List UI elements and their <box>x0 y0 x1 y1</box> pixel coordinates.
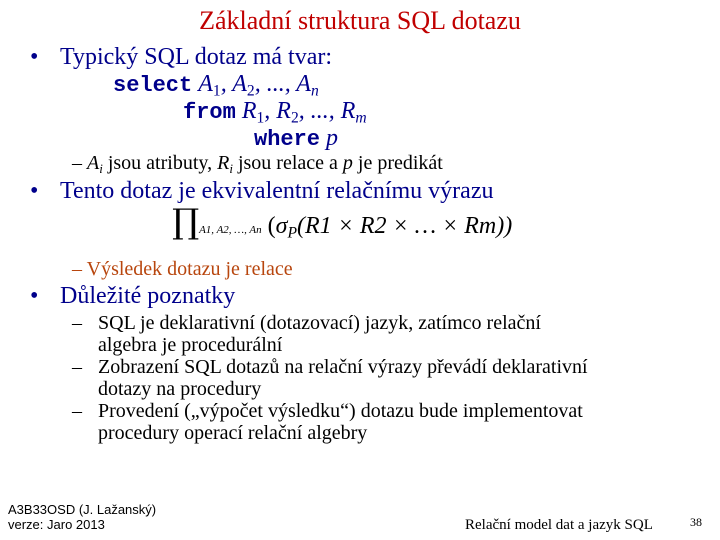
bullet-2-subpoint: – Výsledek dotazu je relace <box>72 258 293 280</box>
footer-left <box>8 502 156 532</box>
select-attr-list: $A_1$, $A_2$, ..., $A_n$ <box>198 71 319 100</box>
relational-formula: ∏A1, A2, …, An ($\sigma_P(R1 \times R2$ × … × Rm)) <box>172 202 513 242</box>
cartesian-product: (R1 × R2 × … × Rm)) <box>296 213 513 239</box>
page-number: 38 <box>690 515 702 529</box>
note-item: – Zobrazení SQL dotazů na relační výrazy převádí deklarativní <box>72 356 588 378</box>
sql-from-line <box>183 98 367 128</box>
from-relation-list: $R_1$, $R_2$, ..., $R_m$ <box>241 98 367 127</box>
bullet-2-text: Tento dotaz je ekvivalentní relačnímu výrazu <box>60 178 494 204</box>
bullet-dot: • <box>30 44 39 70</box>
bullet-1 <box>30 44 332 71</box>
bullet-2 <box>30 178 493 205</box>
where-keyword: where <box>254 127 321 152</box>
projection-symbol: ∏ <box>172 202 200 242</box>
footer-center: Relační model dat a jazyk SQL <box>465 517 653 533</box>
footer-version: verze: Jaro 2013 <box>8 517 105 532</box>
note-item: – Provedení („výpočet výsledku“) dotazu bude implementovat <box>72 400 583 422</box>
note-item: – SQL je deklarativní (dotazovací) jazyk, zatímco relační <box>72 312 541 334</box>
projection-subscript: A1, A2, …, An <box>199 224 262 236</box>
bullet-1-subpoint: – $A_i$ jsou atributy, $R_i$ jsou relace a p je predikát <box>72 152 443 176</box>
bullet-3-text: Důležité poznatky <box>60 283 236 309</box>
select-keyword: select <box>113 73 193 98</box>
from-keyword: from <box>183 100 236 125</box>
notes-list: – SQL je deklarativní (dotazovací) jazyk, zatímco relační algebra je procedurální – Zobrazení SQL dotazů na relační výrazy převádí deklarativní dotazy na procedury – Provedení („výpočet výsledku“) dotazu bude implementovat procedury operací relační algebry <box>72 312 588 444</box>
bullet-3 <box>30 283 235 310</box>
bullet-1-text: Typický SQL dotaz má tvar: <box>60 44 333 70</box>
footer-course: A3B33OSD (J. Lažanský) <box>8 502 157 517</box>
where-predicate: p <box>326 125 339 151</box>
sql-where-line <box>254 125 338 152</box>
sql-select-line <box>113 71 319 101</box>
bullet-dot: • <box>30 283 39 309</box>
selection-symbol: σ <box>275 213 288 239</box>
bullet-dot: • <box>30 178 39 204</box>
slide-title: Základní struktura SQL dotazu <box>199 6 521 35</box>
